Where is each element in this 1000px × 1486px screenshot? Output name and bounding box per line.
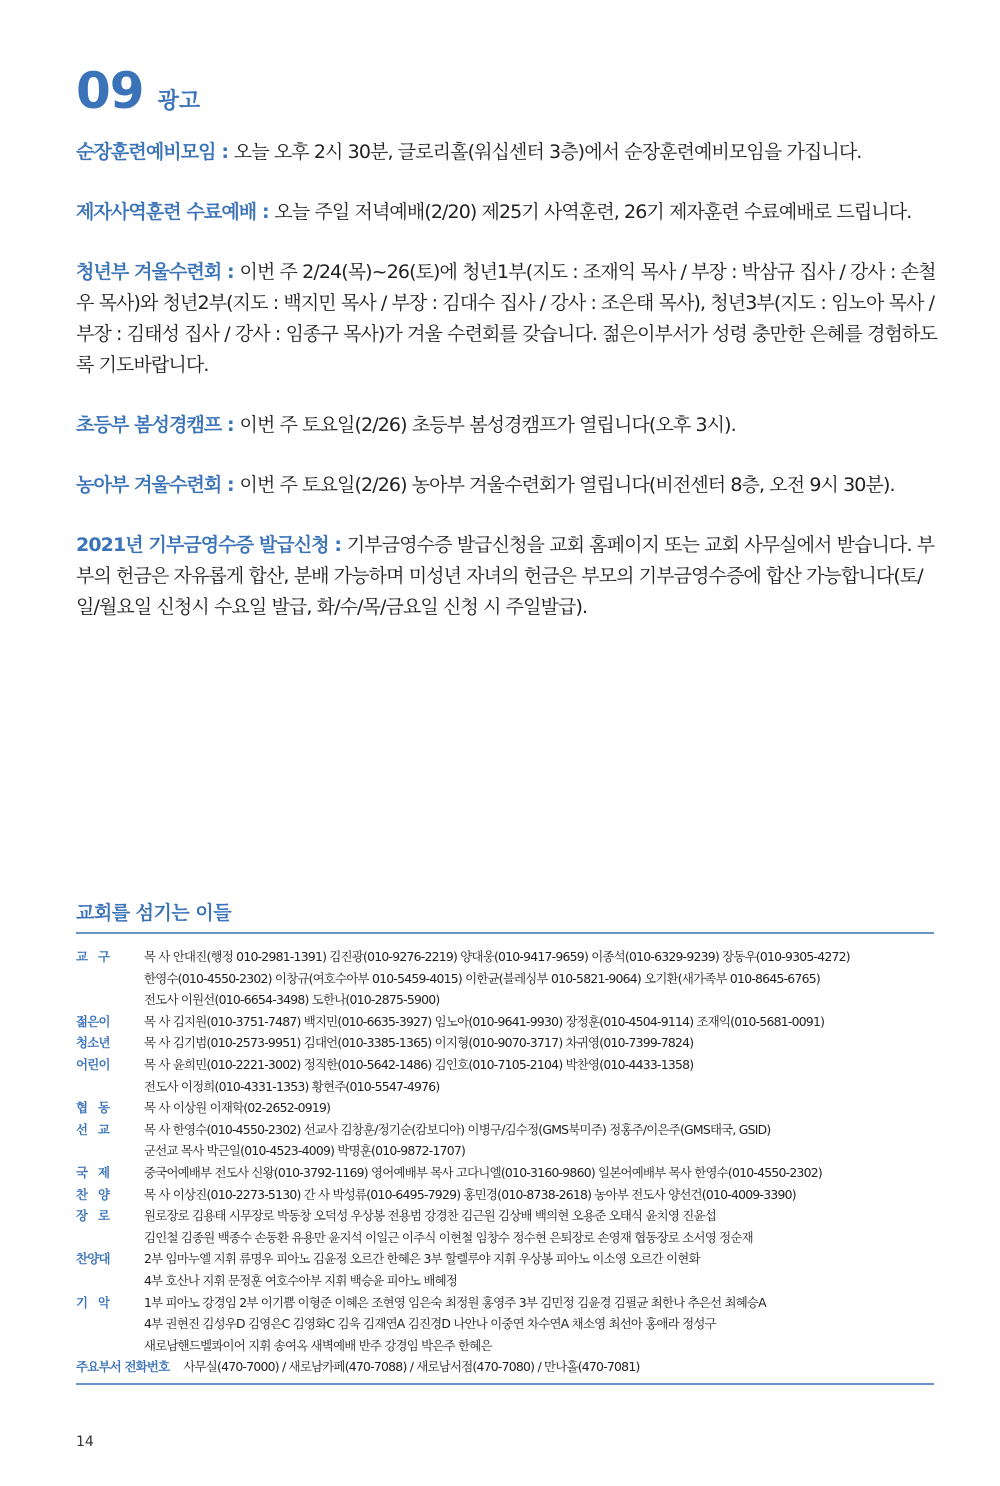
staff-line: 목 사 안대진(행정 010-2981-1391) 김진광(010-9276-2219) 양대웅(010-9417-9659) 이종석(010-6329-9239) 장동우(010-9305-4272) — [144, 949, 850, 964]
staff-category: 젊은이 — [76, 1013, 110, 1029]
notice-item — [76, 470, 938, 501]
notice-body: 이번 주 2/24(목)~26(토)에 청년1부(지도 : 조재익 목사 / 부장 : 박삼규 집사 / 강사 : 손철우 목사)와 청년2부(지도 : 백지민 목사 / 부장 : 김대수 집사 / 강사 : 조은태 목사), 청년3부(지도 : 임노아 목사 / 부장 : 김태성 집사 / 강사 : 임종구 목사)가 겨울 수련회를 갖습니다. 젊은이부서가 성령 충만한 은혜를 경험하도록 기도바랍니다. — [76, 261, 937, 376]
staff-category: 국제 — [76, 1164, 120, 1180]
section-header — [76, 62, 201, 120]
notice-body: 오늘 오후 2시 30분, 글로리홀(워십센터 3층)에서 순장훈련예비모임을 가집니다. — [233, 141, 862, 163]
staff-line: 원로장로 김용태 시무장로 박동창 오덕성 우상봉 전용범 강경찬 김근원 김상배 백의현 오용준 오태식 윤치영 진윤섭 — [144, 1208, 716, 1224]
staff-line: 목 사 이상진(010-2273-5130) 간 사 박성류(010-6495-7929) 홍민경(010-8738-2618) 농아부 전도사 양선건(010-4009-3390) — [144, 1186, 796, 1202]
notice-title: 제자사역훈련 수료예배 : — [76, 201, 275, 223]
staff-category: 교구 — [76, 949, 120, 964]
notice-item — [76, 410, 938, 441]
staff-category: 청소년 — [76, 1035, 110, 1051]
staff-title: 교회를 섬기는 이들 — [76, 902, 232, 924]
staff-rows — [76, 934, 934, 1383]
staff-row — [76, 1119, 934, 1162]
staff-line: 목 사 이상원 이재학(02-2652-0919) — [144, 1100, 331, 1116]
notice-title: 순장훈련예비모임 : — [76, 141, 234, 163]
staff-line: 군선교 목사 박근일(010-4523-4009) 박명훈(010-9872-1707) — [144, 1143, 466, 1159]
staff-line: 목 사 김지원(010-3751-7487) 백지민(010-6635-3927) 임노아(010-9641-9930) 장정훈(010-4504-9114) 조재익(010-5681-0091) — [144, 1013, 825, 1029]
staff-line: 4부 호산나 지휘 문정훈 여호수아부 지휘 백승윤 피아노 배혜정 — [144, 1272, 458, 1288]
staff-category: 장로 — [76, 1208, 120, 1224]
page-number: 14 — [76, 1434, 94, 1450]
notice-item — [76, 137, 938, 168]
notice-body: 이번 주 토요일(2/26) 초등부 봄성경캠프가 열립니다(오후 3시). — [239, 414, 736, 436]
staff-directory — [76, 898, 934, 1385]
staff-line: 2부 임마누엘 지휘 류명우 피아노 김윤정 오르간 한혜은 3부 할렐루야 지휘 우상봉 피아노 이소영 오르간 이현화 — [144, 1251, 700, 1267]
staff-row — [76, 1054, 934, 1097]
phone-row — [76, 1356, 934, 1383]
staff-category: 선교 — [76, 1121, 120, 1137]
staff-line: 한영수(010-4550-2302) 이창규(여호수아부 010-5459-4015) 이한균(블레싱부 010-5821-9064) 오기환(새가족부 010-8645-6765) — [144, 970, 820, 986]
staff-row — [76, 1097, 934, 1119]
staff-row — [76, 1162, 934, 1184]
staff-category: 어린이 — [76, 1056, 110, 1072]
staff-line: 목 사 한영수(010-4550-2302) 선교사 김창훈/정기순(캄보디아) 이병구/김수정(GMS북미주) 정홍주/이은주(GMS태국, GSID) — [144, 1121, 771, 1137]
staff-row — [76, 1184, 934, 1206]
notice-title: 초등부 봄성경캠프 : — [76, 414, 240, 436]
notice-body: 오늘 주일 저녁예배(2/20) 제25기 사역훈련, 26기 제자훈련 수료예배로 드립니다. — [274, 201, 912, 223]
notice-item — [76, 257, 938, 381]
staff-line: 전도사 이원선(010-6654-3498) 도한나(010-2875-5900) — [144, 992, 440, 1008]
staff-category: 찬양 — [76, 1186, 120, 1202]
phone-list: 사무실(470-7000) / 새로남카페(470-7088) / 새로남서점(470-7080) / 만나홀(470-7081) — [183, 1359, 640, 1375]
staff-line: 중국어예배부 전도사 신왕(010-3792-1169) 영어예배부 목사 고다니엘(010-3160-9860) 일본어예배부 목사 한영수(010-4550-2302) — [144, 1164, 822, 1180]
staff-row — [76, 1205, 934, 1248]
staff-row — [76, 1032, 934, 1054]
staff-line: 새로남핸드벨콰이어 지휘 송여옥 새벽예배 반주 강경임 박은주 한혜은 — [144, 1337, 492, 1353]
notice-body: 기부금영수증 발급신청을 교회 홈페이지 또는 교회 사무실에서 받습니다. 부부의 헌금은 자유롭게 합산, 분배 가능하며 미성년 자녀의 헌금은 부모의 기부금영수증에 합산 가능합니다(토/일/월요일 신청시 수요일 발급, 화/수/목/금요일 신청 시 주일발급). — [76, 534, 935, 618]
notice-item — [76, 197, 938, 228]
staff-row — [76, 1248, 934, 1291]
staff-line: 목 사 김기범(010-2573-9951) 김대언(010-3385-1365) 이지형(010-9070-3717) 차귀영(010-7399-7824) — [144, 1035, 694, 1051]
staff-category: 찬양대 — [76, 1251, 110, 1267]
staff-line: 전도사 이정희(010-4331-1353) 황현주(010-5547-4976) — [144, 1078, 440, 1094]
notice-title: 농아부 겨울수련회 : — [76, 474, 240, 496]
notice-title: 2021년 기부금영수증 발급신청 : — [76, 534, 347, 556]
staff-row — [76, 1292, 934, 1357]
section-number: 09 — [76, 62, 144, 120]
staff-row — [76, 1011, 934, 1033]
staff-row — [76, 946, 934, 1011]
staff-line: 1부 피아노 강경임 2부 이기쁨 이형준 이혜은 조현영 임은숙 최정원 홍영주 3부 김민정 김윤경 김필균 최한나 추은선 최혜승A — [144, 1294, 766, 1310]
section-title: 광고 — [157, 89, 201, 114]
staff-line: 목 사 윤희민(010-2221-3002) 정직한(010-5642-1486) 김인호(010-7105-2104) 박찬영(010-4433-1358) — [144, 1056, 694, 1072]
staff-category: 협동 — [76, 1100, 120, 1116]
staff-bottom-divider — [76, 1383, 934, 1385]
notice-list — [76, 137, 938, 652]
phone-label: 주요부서 전화번호 — [76, 1359, 170, 1375]
staff-category: 기악 — [76, 1294, 120, 1310]
notice-body: 이번 주 토요일(2/26) 농아부 겨울수련회가 열립니다(비전센터 8층, 오전 9시 30분). — [239, 474, 895, 496]
staff-line: 4부 권현진 김성우D 김영은C 김영화C 김욱 김재연A 김진경D 나안나 이중연 차수연A 채소영 최선아 홍애라 정성구 — [144, 1316, 716, 1332]
staff-line: 김인철 김종원 백종수 손동환 유용만 윤지석 이일근 이주식 이현철 임창수 정수현 은퇴장로 손영재 협동장로 소서영 정순재 — [144, 1229, 753, 1245]
notice-title: 청년부 겨울수련회 : — [76, 261, 240, 283]
notice-item — [76, 530, 938, 623]
